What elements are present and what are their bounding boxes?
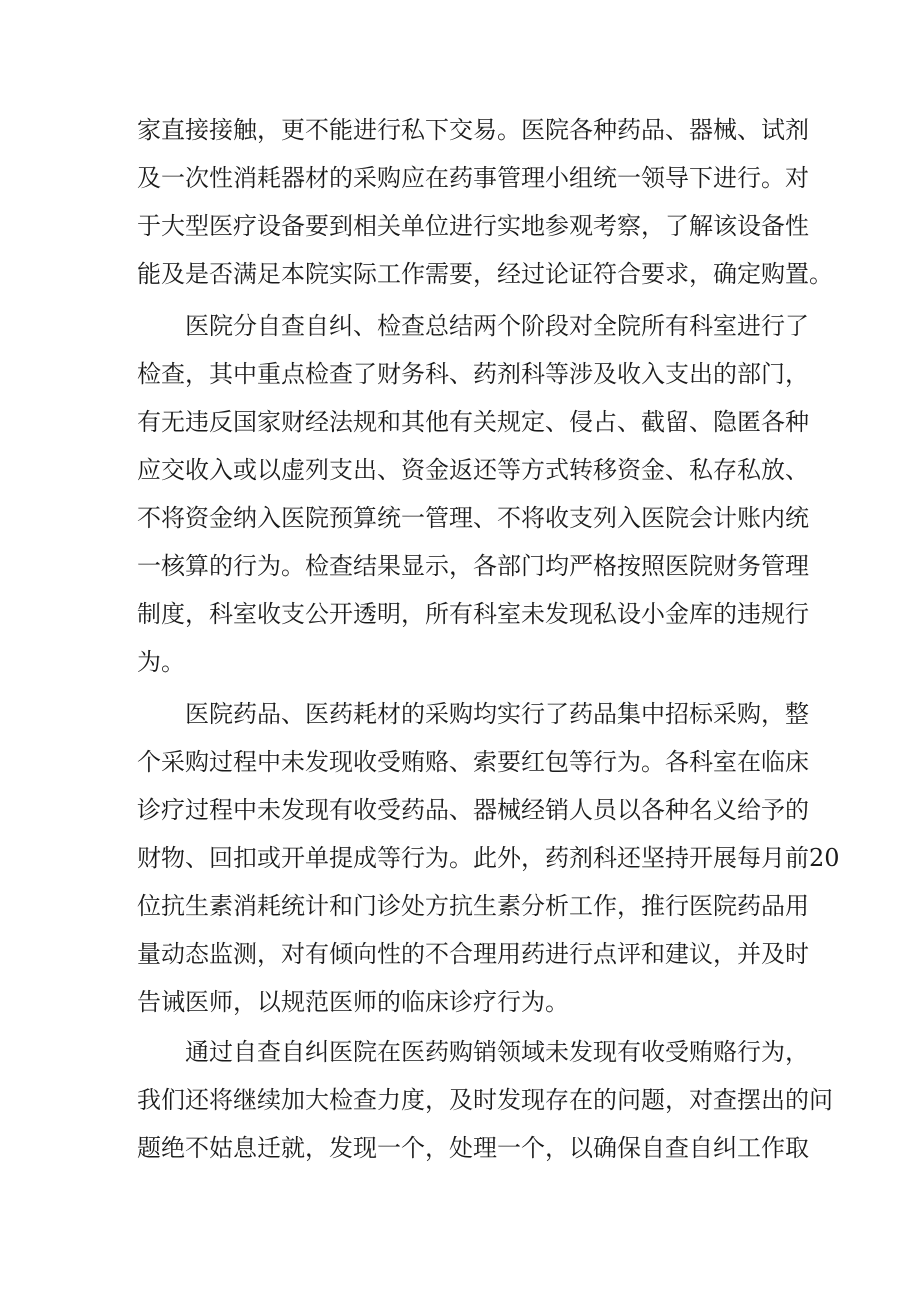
paragraph-2-line-3: 有无违反国家财经法规和其他有关规定、侵占、截留、隐匿各种	[137, 408, 809, 436]
paragraph-2-line-7: 制度，科室收支公开透明，所有科室未发现私设小金库的违规行	[137, 600, 809, 628]
paragraph-4-line-2: 我们还将继续加大检查力度，及时发现存在的问题，对查摆出的问	[137, 1086, 833, 1114]
paragraph-4-line-1: 通过自查自纠医院在医药购销领域未发现有收受贿赂行为，	[185, 1038, 809, 1066]
paragraph-2-line-6: 一核算的行为。检查结果显示，各部门均严格按照医院财务管理	[137, 552, 809, 580]
paragraph-2-line-4: 应交收入或以虚列支出、资金返还等方式转移资金、私存私放、	[137, 456, 809, 484]
paragraph-2-line-8: 为。	[137, 648, 185, 676]
paragraph-3-line-6: 量动态监测，对有倾向性的不合理用药进行点评和建议，并及时	[137, 940, 809, 968]
paragraph-3-line-4: 财物、回扣或开单提成等行为。此外，药剂科还坚持开展每月前20	[137, 844, 840, 872]
paragraph-2-line-2: 检查，其中重点检查了财务科、药剂科等涉及收入支出的部门，	[137, 360, 809, 388]
paragraph-1-line-1: 家直接接触，更不能进行私下交易。医院各种药品、器械、试剂	[137, 116, 809, 144]
paragraph-1-line-2: 及一次性消耗器材的采购应在药事管理小组统一领导下进行。对	[137, 164, 809, 192]
paragraph-1-line-3: 于大型医疗设备要到相关单位进行实地参观考察，了解该设备性	[137, 212, 809, 240]
paragraph-2-line-5: 不将资金纳入医院预算统一管理、不将收支列入医院会计账内统	[137, 504, 809, 532]
paragraph-3-line-5: 位抗生素消耗统计和门诊处方抗生素分析工作，推行医院药品用	[137, 892, 809, 920]
paragraph-1-line-4: 能及是否满足本院实际工作需要，经过论证符合要求，确定购置。	[137, 260, 833, 288]
paragraph-3-line-2: 个采购过程中未发现收受贿赂、索要红包等行为。各科室在临床	[137, 748, 809, 776]
paragraph-2-line-1: 医院分自查自纠、检查总结两个阶段对全院所有科室进行了	[185, 312, 809, 340]
paragraph-3-line-7: 告诫医师，以规范医师的临床诊疗行为。	[137, 988, 569, 1016]
paragraph-3-line-1: 医院药品、医药耗材的采购均实行了药品集中招标采购，整	[185, 700, 809, 728]
paragraph-4-line-3: 题绝不姑息迁就，发现一个，处理一个，以确保自查自纠工作取	[137, 1134, 809, 1162]
paragraph-3-line-3: 诊疗过程中未发现有收受药品、器械经销人员以各种名义给予的	[137, 796, 809, 824]
